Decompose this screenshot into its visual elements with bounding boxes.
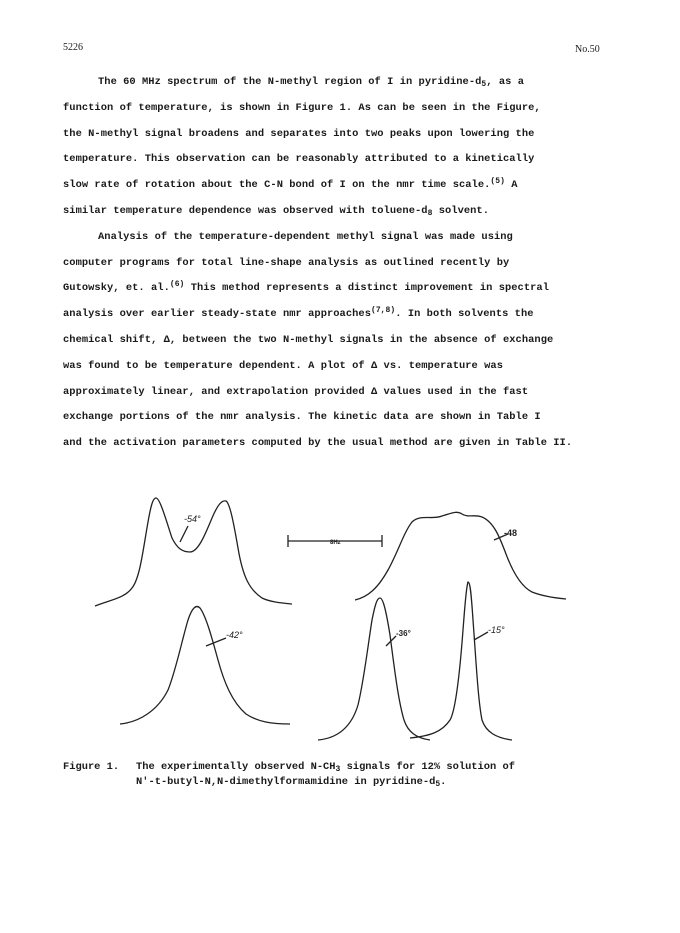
paragraph-line: Gutowsky, et. al.$^{(6)}$ This method represents a distinct improvement in spectral	[63, 280, 549, 295]
temperature-label-42: -42°	[226, 630, 243, 640]
scale-bar-label: 8Hz	[330, 540, 341, 546]
paragraph-line: chemical shift, Δ, between the two N-methyl signals in the absence of exchange	[63, 333, 554, 346]
spectrum-trace-15	[410, 582, 512, 740]
paragraph-line: and the activation parameters computed by the usual method are given in Table II.	[63, 437, 573, 450]
paragraph-line: analysis over earlier steady-state nmr approaches$^{(7,8)}$. In both solvents the	[63, 306, 534, 321]
page-number: 5226	[63, 42, 83, 53]
paragraph-line: similar temperature dependence was observed with toluene-$d_8$ solvent.	[63, 204, 489, 218]
paragraph-line: was found to be temperature dependent. A plot of Δ vs. temperature was	[63, 359, 503, 372]
paragraph-line: exchange portions of the nmr analysis. The kinetic data are shown in Table I	[63, 411, 541, 424]
caption-label: Figure 1.	[63, 761, 120, 773]
caption-text: The experimentally observed $N-CH_3$ signals for 12% solution of	[136, 761, 515, 774]
leader-line-54	[180, 526, 188, 542]
paragraph-line: approximately linear, and extrapolation provided Δ values used in the fast	[63, 385, 529, 398]
temperature-label-54: -54°	[184, 514, 201, 524]
paragraph-line: function of temperature, is shown in Figure 1. As can be seen in the Figure,	[63, 101, 541, 114]
paragraph-line: Analysis of the temperature-dependent methyl signal was made using	[98, 230, 513, 243]
spectrum-trace-42	[120, 607, 290, 725]
issue-number: No.50	[575, 44, 600, 55]
paragraph-line: the N-methyl signal broadens and separates into two peaks upon lowering the	[63, 127, 535, 140]
figure-caption	[63, 760, 623, 790]
paragraph-line: slow rate of rotation about the C-N bond of I on the nmr time scale.$^{(5)}$ A	[63, 177, 518, 192]
spectrum-trace-36	[318, 598, 430, 740]
temperature-label-48: -48	[504, 528, 518, 538]
spectrum-trace-48	[355, 512, 566, 600]
temperature-label-15: -15°	[488, 625, 505, 635]
caption-text-line2: N'-t-butyl-N,N-dimethylformamidine in pyridine-$d_5$.	[136, 776, 447, 789]
leader-line-15	[474, 632, 488, 640]
nmr-spectra-figure	[0, 470, 680, 770]
paragraph-line: The 60 MHz spectrum of the N-methyl region of I in pyridine-$d_5$, as a	[98, 76, 524, 89]
body-text	[63, 70, 623, 457]
leader-line-42	[206, 638, 226, 646]
temperature-label-36: -36°	[396, 629, 411, 638]
paragraph-line: temperature. This observation can be reasonably attributed to a kinetically	[63, 153, 535, 166]
paragraph-line: computer programs for total line-shape analysis as outlined recently by	[63, 256, 510, 269]
